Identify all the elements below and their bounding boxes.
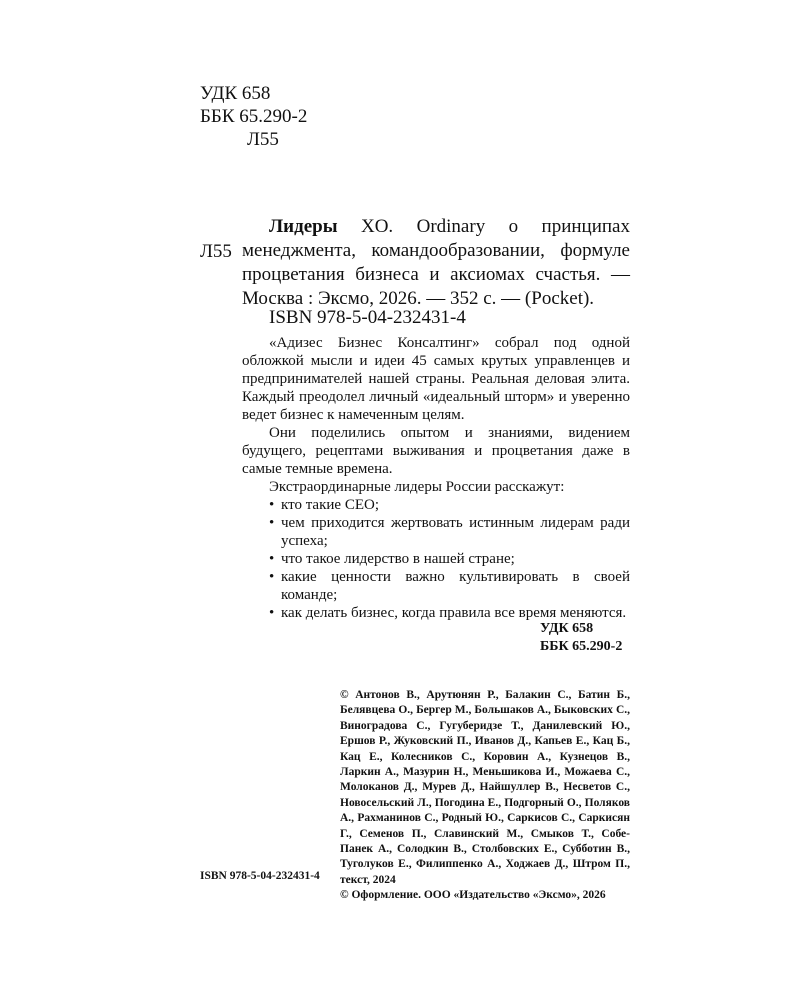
bbk-code: ББК 65.290-2	[200, 106, 308, 127]
annotation-paragraph: Они поделились опытом и знаниями, видением будущего, рецептами выживания и процветания даже в самые темные времена.	[242, 425, 630, 477]
bibliographic-description	[242, 215, 630, 311]
isbn-main: ISBN 978-5-04-232431-4	[269, 307, 466, 328]
annotation-paragraph: «Адизес Бизнес Консалтинг» собрал под одной обложкой мысли и идеи 45 самых крутых управленцев и предпринимателей нашей страны. Реальная деловая элита. Каждый преодолел личный «идеальный шторм» и уверенно ведет бизнес к намеченным целям.	[242, 335, 630, 423]
author-mark: Л55	[247, 129, 279, 150]
classification-codes-footer	[540, 620, 622, 656]
bullet-item: • как делать бизнес, когда правила все время меняются.	[269, 604, 630, 622]
classification-codes-header	[200, 82, 307, 151]
annotation	[242, 334, 630, 622]
bullet-item: • чем приходится жертвовать истинным лидерам ради успеха;	[269, 514, 630, 550]
book-description: XO. Ordinary о принципах менеджмента, командообразовании, формуле процветания бизнеса и аксиомах счастья. — Москва : Эксмо, 2026. — 352 с. — (Pocket).	[242, 216, 630, 309]
udk-code-footer: УДК 658	[540, 621, 594, 636]
bullet-item: • что такое лидерство в нашей стране;	[269, 550, 630, 568]
copyright-authors: © Антонов В., Арутюнян Р., Балакин С., Батин Б., Белявцева О., Бергер М., Большаков А., Быковских С., Виноградова С., Гугуберидзе Т., Данилевский Ю., Ершов Р., Жуковский П., Иванов Д., Капьев Е., Кац Б., Кац Е., Колесников С., Коровин А., Кузнецов В., Ларкин А., Мазурин Н., Меньшикова И., Можаева С., Молоканов Д., Мурев Д., Найшуллер В., Несветов С., Новосельский Л., Погодина Е., Подгорный О., Поляков А., Рахманинов С., Родный Ю., Саркисов С., Саркисян Г., Семенов П., Славинский М., Смыков Т., Собе-Панек А., Солодкин В., Столбовских Е., Субботин В., Туголуков Е., Филиппенко А., Ходжаев Д., Штром П., текст, 2024	[340, 689, 630, 886]
copyright-design: © Оформление. ООО «Издательство «Эксмо», 2026	[340, 889, 606, 902]
bullet-item: • какие ценности важно культивировать в своей команде;	[269, 568, 630, 604]
udk-code: УДК 658	[200, 83, 271, 104]
book-author: Лидеры	[269, 216, 338, 237]
bbk-code-footer: ББК 65.290-2	[540, 639, 623, 654]
annotation-paragraph: Экстраординарные лидеры России расскажут:	[269, 479, 565, 495]
annotation-bullet-list	[242, 496, 630, 622]
bibliographic-sigla: Л55	[200, 241, 232, 262]
isbn-footer: ISBN 978-5-04-232431-4	[200, 870, 320, 882]
copyright-block	[340, 688, 630, 904]
bullet-item: • кто такие CEO;	[269, 496, 630, 514]
